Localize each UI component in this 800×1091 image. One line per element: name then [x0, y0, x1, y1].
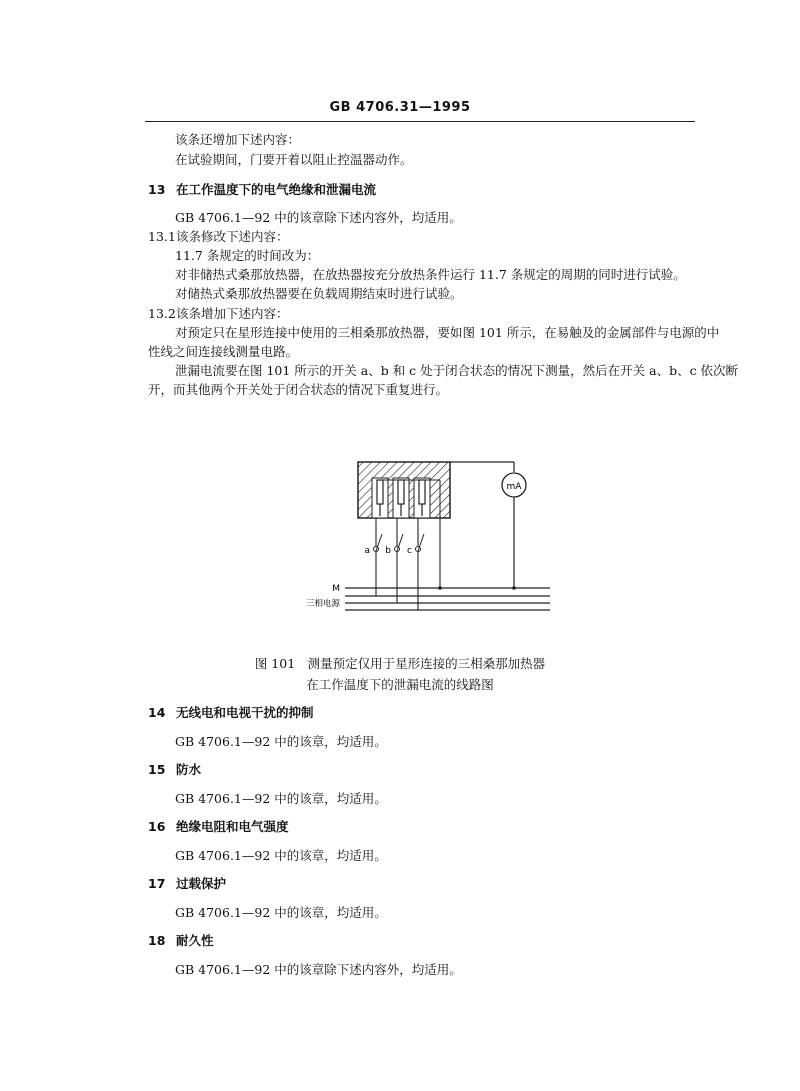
subsection-number: 13.1 — [148, 229, 176, 244]
label-m: M — [332, 584, 340, 594]
circuit-diagram — [290, 450, 560, 625]
section-text: GB 4706.1—92 中的该章，均适用。 — [175, 848, 387, 863]
section-heading-13 — [148, 180, 376, 198]
junction-dot — [438, 586, 442, 590]
section-title: 过载保护 — [176, 876, 227, 891]
section-text: GB 4706.1—92 中的该章，均适用。 — [175, 905, 387, 920]
switch-label-b: b — [385, 546, 391, 556]
switch-label-a: a — [364, 546, 370, 556]
paragraph-line: 在试验期间，门要开着以阻止控温器动作。 — [175, 152, 413, 167]
section-heading-17 — [148, 874, 226, 892]
section-heading-16 — [148, 817, 289, 835]
paragraph-line: 开，而其他两个开关处于闭合状态的情况下重复进行。 — [148, 382, 449, 397]
paragraph-line: 泄漏电流要在图 101 所示的开关 a、b 和 c 处于闭合状态的情况下测量，然后在开关 a、b、c 依次断 — [175, 363, 739, 378]
section-heading-14 — [148, 703, 314, 721]
paragraph-line: GB 4706.1—92 中的该章除下述内容外，均适用。 — [175, 210, 462, 225]
paragraph-line: 对非储热式桑那放热器，在放热器按充分放热条件运行 11.7 条规定的周期的同时进行试验。 — [175, 267, 686, 282]
section-title: 在工作温度下的电气绝缘和泄漏电流 — [176, 182, 377, 197]
milliammeter-icon — [502, 473, 526, 497]
paragraph-line: 性线之间连接线测量电路。 — [148, 344, 299, 359]
section-text: GB 4706.1—92 中的该章，均适用。 — [175, 791, 387, 806]
paragraph-line: 对储热式桑那放热器要在负载周期结束时进行试验。 — [175, 286, 463, 301]
subsection-heading-13-2 — [148, 305, 289, 323]
meter-label: mA — [506, 482, 522, 492]
section-number: 13 — [148, 182, 166, 197]
subsection-heading-13-1 — [148, 228, 289, 246]
subsection-number: 13.2 — [148, 306, 176, 321]
section-title: 防水 — [176, 762, 202, 777]
switch-a — [364, 518, 382, 596]
subsection-text: 该条修改下述内容： — [176, 229, 289, 244]
paragraph-line: 对预定只在星形连接中使用的三相桑那放热器，要如图 101 所示，在易触及的金属部件与电源的中 — [175, 325, 720, 340]
switch-b — [385, 518, 403, 603]
section-number: 15 — [148, 762, 166, 777]
subsection-text: 该条增加下述内容： — [176, 306, 289, 321]
section-title: 绝缘电阻和电气强度 — [176, 819, 289, 834]
section-number: 14 — [148, 705, 166, 720]
section-number: 16 — [148, 819, 166, 834]
paragraph-line: 11.7 条规定的时间改为： — [175, 248, 320, 263]
switch-label-c: c — [407, 546, 412, 556]
section-heading-15 — [148, 760, 201, 778]
section-number: 18 — [148, 933, 166, 948]
section-number: 17 — [148, 876, 166, 891]
section-title: 无线电和电视干扰的抑制 — [176, 705, 314, 720]
figure-caption-line1: 图 101 测量预定仅用于星形连接的三相桑那加热器 — [254, 656, 546, 671]
section-text: GB 4706.1—92 中的该章，均适用。 — [175, 734, 387, 749]
header-rule — [145, 121, 695, 122]
paragraph-line: 该条还增加下述内容： — [175, 132, 301, 147]
section-text: GB 4706.1—92 中的该章除下述内容外，均适用。 — [175, 962, 462, 977]
section-title: 耐久性 — [176, 933, 214, 948]
label-three-phase-source: 三相电源 — [305, 599, 340, 609]
document-header: GB 4706.31—1995 — [329, 100, 471, 115]
figure-caption-line2: 在工作温度下的泄漏电流的线路图 — [306, 677, 494, 692]
junction-dot — [512, 586, 516, 590]
section-heading-18 — [148, 931, 214, 949]
